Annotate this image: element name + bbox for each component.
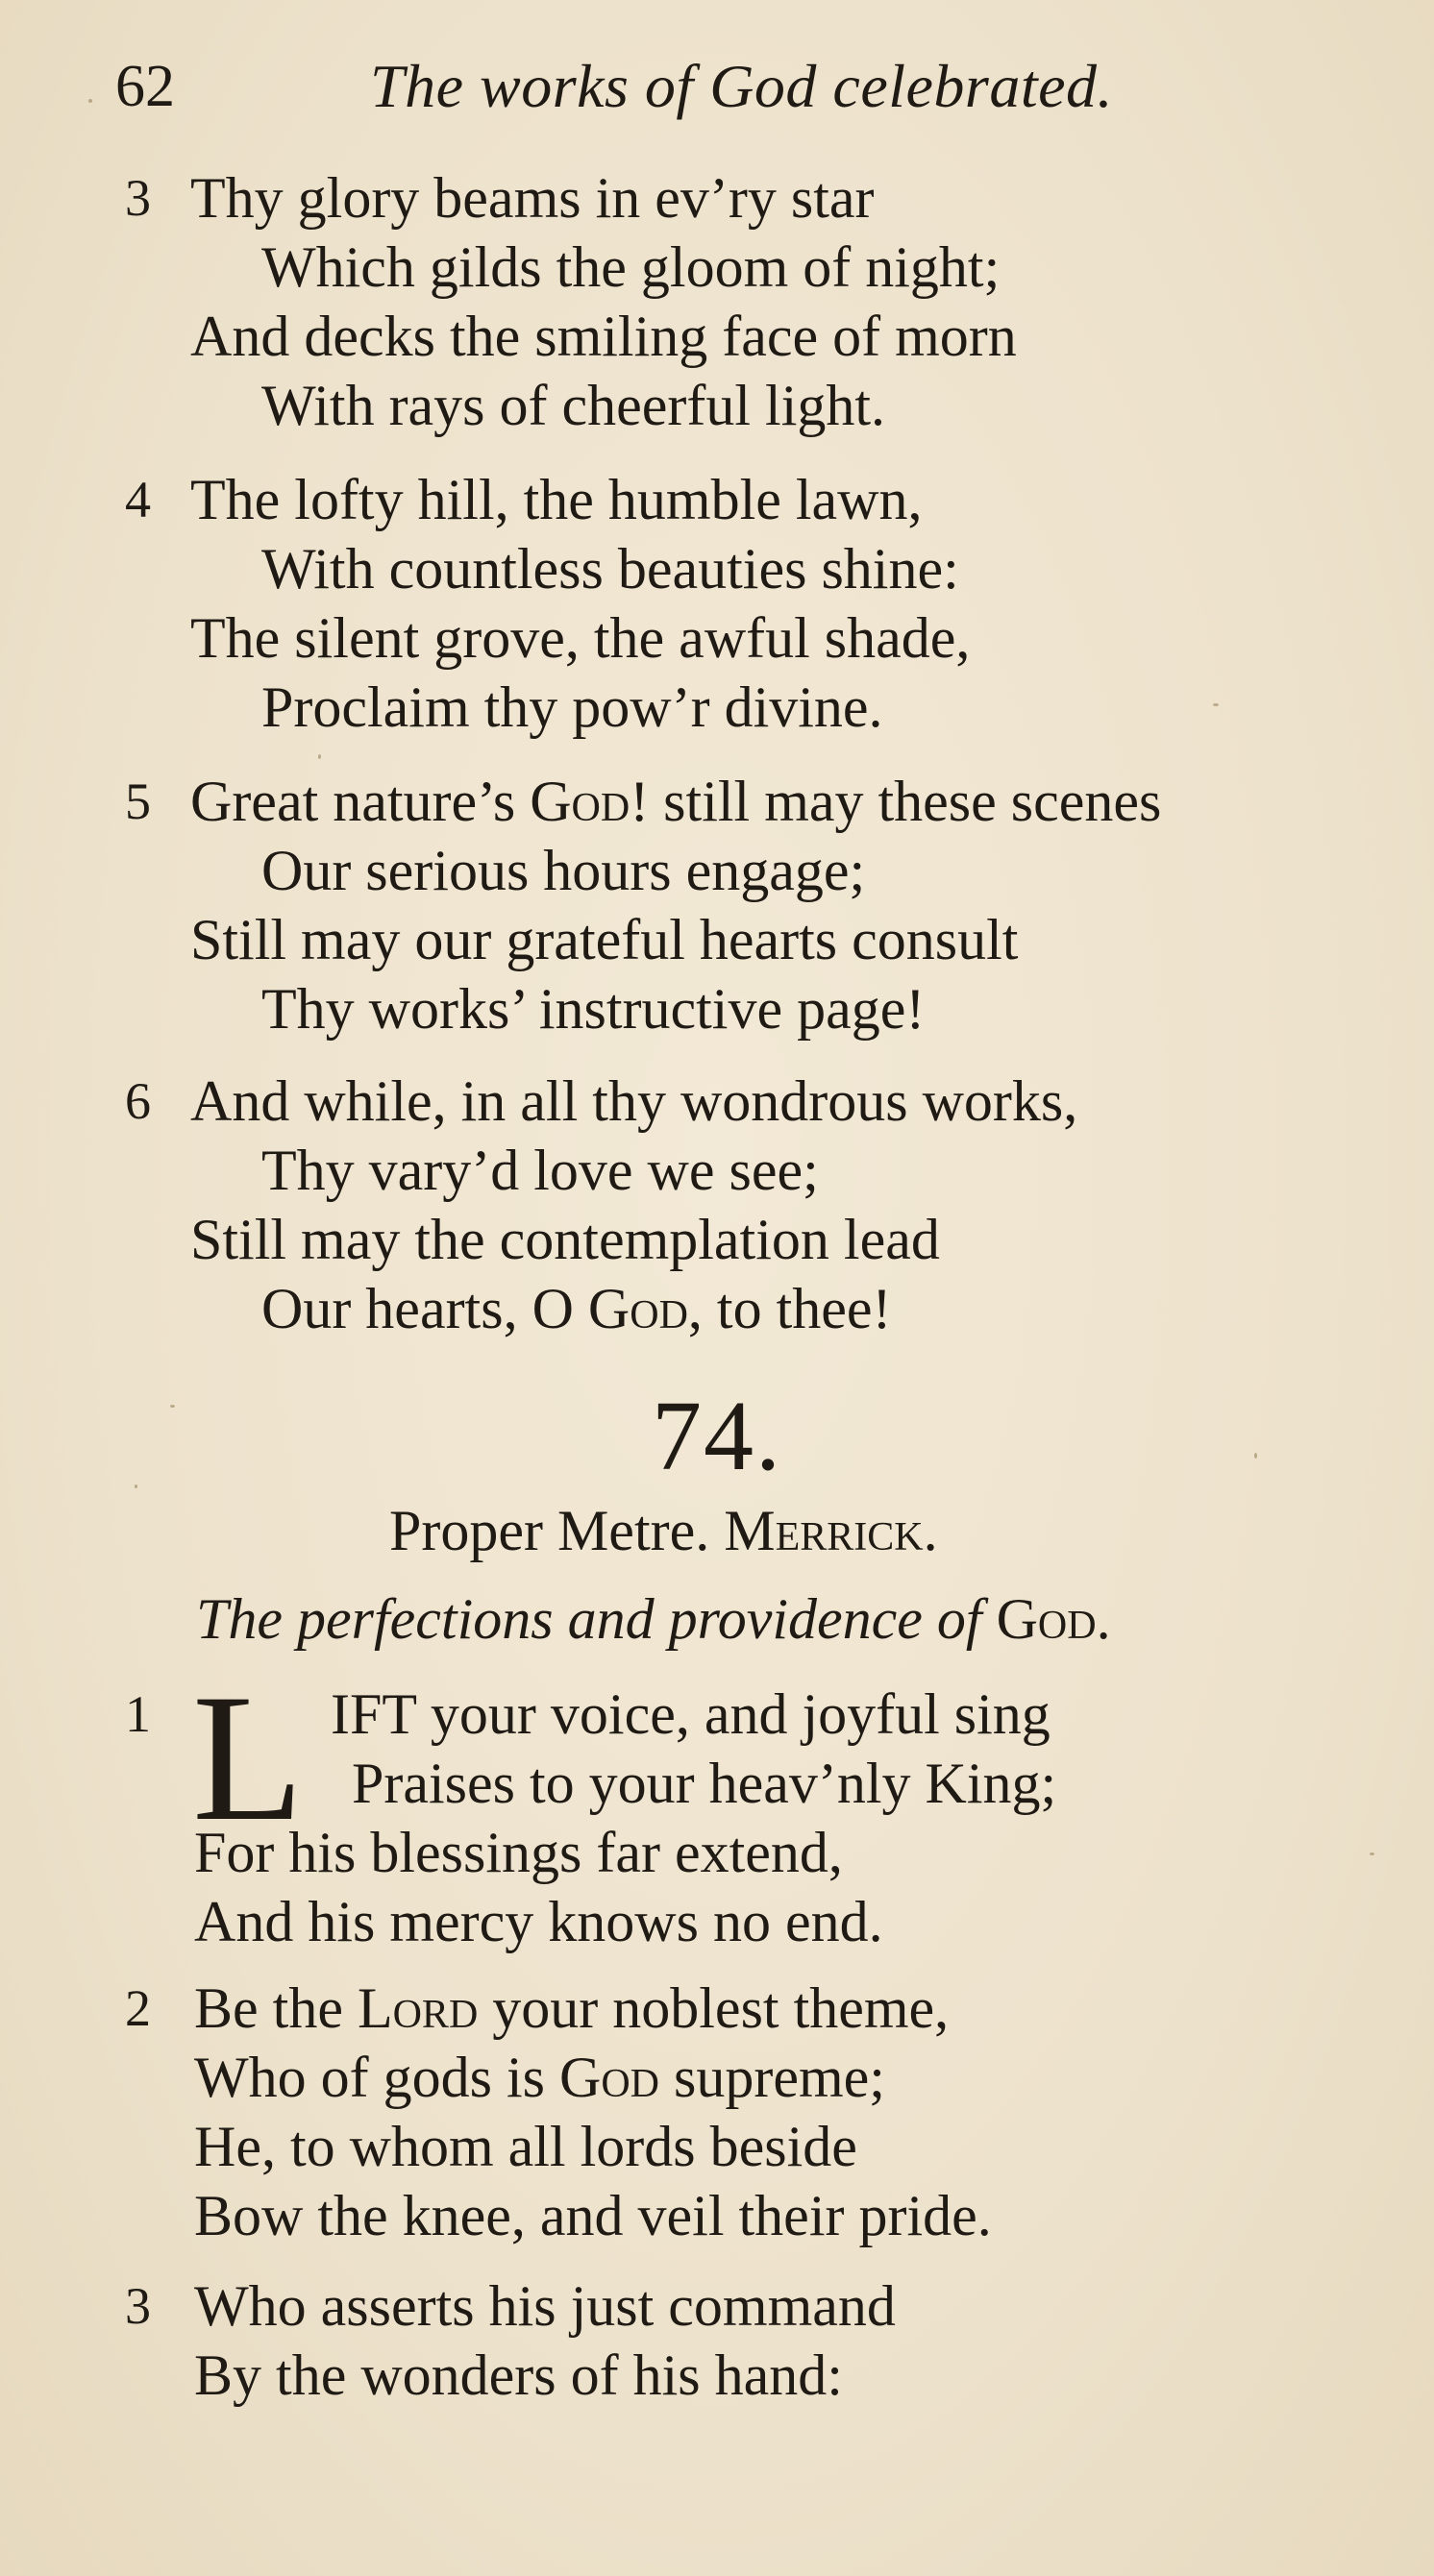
verse-line: Who asserts his just command	[194, 2274, 896, 2338]
hymn-number: 74.	[652, 1381, 782, 1491]
verse-line: Proclaim thy pow’r divine.	[261, 675, 883, 739]
verse-line: Who of gods is God supreme;	[194, 2046, 885, 2109]
verse-line: Which gilds the gloom of night;	[261, 235, 1001, 299]
verse-line: Great nature’s God! still may these scenes	[190, 770, 1162, 833]
verse-line: And while, in all thy wondrous works,	[190, 1069, 1078, 1133]
stanza-number: 3	[125, 2277, 151, 2335]
verse-line: Thy works’ instructive page!	[261, 977, 926, 1041]
page-number: 62	[115, 54, 175, 119]
verse-line: Still may the contemplation lead	[190, 1208, 940, 1271]
subject-text: The perfections and providence of	[196, 1587, 982, 1651]
verse-line: Bow the knee, and veil their pride.	[194, 2184, 992, 2247]
page-header	[0, 48, 1434, 125]
verse-line: Be the Lord your noblest theme,	[194, 1976, 950, 2040]
verse-line: He, to whom all lords beside	[194, 2115, 857, 2178]
stanza-number: 2	[125, 1979, 151, 2037]
verse-line: For his blessings far extend,	[194, 1821, 843, 1884]
stanza-number: 6	[125, 1072, 151, 1130]
verse-line: The lofty hill, the humble lawn,	[190, 468, 923, 531]
verse-line: IFT your voice, and joyful sing	[331, 1682, 1051, 1746]
hymn-author: Merrick.	[724, 1499, 938, 1562]
drop-cap: L	[192, 1657, 305, 1859]
verse-line: And his mercy knows no end.	[194, 1890, 883, 1953]
verse-line: Praises to your heav’nly King;	[352, 1752, 1057, 1815]
stanza-number: 1	[125, 1685, 151, 1743]
running-title: The works of God celebrated.	[370, 52, 1113, 120]
stanza-number: 5	[125, 773, 151, 830]
stanza-number: 3	[125, 169, 151, 227]
verse-line: With countless beauties shine:	[261, 537, 959, 601]
divine-name: God	[587, 1277, 688, 1340]
hymn-subject	[196, 1583, 1111, 1655]
metre: Proper Metre.	[389, 1499, 710, 1562]
verse-line: The silent grove, the awful shade,	[190, 606, 971, 670]
verse-line: Our serious hours engage;	[261, 839, 866, 902]
verse-line: Thy glory beams in ev’ry star	[190, 166, 875, 230]
divine-name: God	[530, 770, 630, 833]
verse-line: Still may our grateful hearts consult	[190, 908, 1019, 971]
stanza-number: 4	[125, 471, 151, 528]
metre-line	[389, 1495, 938, 1566]
divine-name: Lord	[357, 1976, 479, 2040]
divine-name: God.	[996, 1587, 1111, 1651]
verse-line: Thy vary’d love we see;	[261, 1139, 819, 1202]
verse-line: And decks the smiling face of morn	[190, 305, 1017, 368]
verse-line: By the wonders of his hand:	[194, 2343, 843, 2407]
divine-name: God	[558, 2046, 659, 2109]
verse-line: With rays of cheerful light.	[261, 374, 886, 437]
verse-line: Our hearts, O God, to thee!	[261, 1277, 892, 1340]
